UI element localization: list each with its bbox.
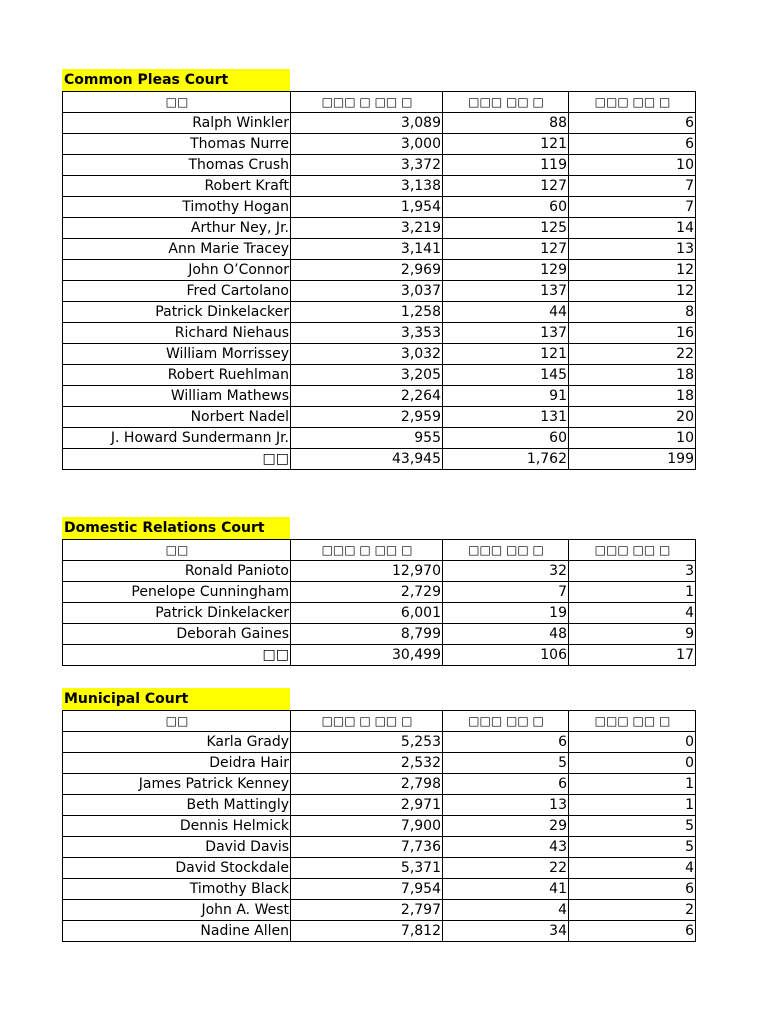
value-cell: 3,138 (291, 176, 443, 197)
value-cell: 2,797 (291, 900, 443, 921)
value-cell: 1 (569, 774, 696, 795)
domestic-relations-court-section (62, 517, 696, 666)
judge-name-cell: Ralph Winkler (63, 113, 291, 134)
court-title: Domestic Relations Court (62, 517, 290, 539)
table-row (63, 239, 696, 260)
judge-name-cell: Patrick Dinkelacker (63, 603, 291, 624)
column-header: □□□ □□ □ (443, 540, 569, 561)
judge-name-cell: Thomas Nurre (63, 134, 291, 155)
value-cell: 6,001 (291, 603, 443, 624)
total-label-cell: □□ (63, 449, 291, 470)
table-row (63, 582, 696, 603)
value-cell: 8,799 (291, 624, 443, 645)
value-cell: 3,353 (291, 323, 443, 344)
value-cell: 6 (443, 774, 569, 795)
value-cell: 121 (443, 344, 569, 365)
judge-name-cell: Robert Kraft (63, 176, 291, 197)
table-row (63, 407, 696, 428)
judge-name-cell: Beth Mattingly (63, 795, 291, 816)
table-row (63, 879, 696, 900)
value-cell: 41 (443, 879, 569, 900)
municipal-court-section (62, 688, 696, 942)
value-cell: 3,219 (291, 218, 443, 239)
value-cell: 127 (443, 239, 569, 260)
table-row (63, 323, 696, 344)
value-cell: 8 (569, 302, 696, 323)
value-cell: 2,971 (291, 795, 443, 816)
value-cell: 125 (443, 218, 569, 239)
total-value-cell: 1,762 (443, 449, 569, 470)
court-table (62, 710, 696, 942)
table-row (63, 344, 696, 365)
value-cell: 60 (443, 197, 569, 218)
judge-name-cell: Timothy Black (63, 879, 291, 900)
court-table (62, 539, 696, 666)
value-cell: 10 (569, 428, 696, 449)
judge-name-cell: David Davis (63, 837, 291, 858)
judge-name-cell: Arthur Ney, Jr. (63, 218, 291, 239)
value-cell: 43 (443, 837, 569, 858)
value-cell: 16 (569, 323, 696, 344)
judge-name-cell: Ronald Panioto (63, 561, 291, 582)
value-cell: 5,371 (291, 858, 443, 879)
total-value-cell: 17 (569, 645, 696, 666)
value-cell: 3,205 (291, 365, 443, 386)
value-cell: 7,900 (291, 816, 443, 837)
column-header: □□□ □□ □ (443, 711, 569, 732)
table-row (63, 603, 696, 624)
table-row (63, 795, 696, 816)
total-row (63, 645, 696, 666)
value-cell: 131 (443, 407, 569, 428)
value-cell: 7 (569, 176, 696, 197)
value-cell: 145 (443, 365, 569, 386)
judge-name-cell: Norbert Nadel (63, 407, 291, 428)
court-title: Municipal Court (62, 688, 290, 710)
judge-name-cell: James Patrick Kenney (63, 774, 291, 795)
judge-name-cell: Richard Niehaus (63, 323, 291, 344)
column-header: □□□ □□ □ (569, 540, 696, 561)
value-cell: 1,258 (291, 302, 443, 323)
judge-name-cell: David Stockdale (63, 858, 291, 879)
value-cell: 9 (569, 624, 696, 645)
value-cell: 3,089 (291, 113, 443, 134)
value-cell: 19 (443, 603, 569, 624)
value-cell: 5 (443, 753, 569, 774)
value-cell: 119 (443, 155, 569, 176)
table-row (63, 428, 696, 449)
judge-name-cell: William Morrissey (63, 344, 291, 365)
value-cell: 12,970 (291, 561, 443, 582)
column-header: □□□ □ □□ □ (291, 540, 443, 561)
judge-name-cell: Timothy Hogan (63, 197, 291, 218)
common-pleas-court-section (62, 69, 696, 470)
column-header: □□□ □□ □ (443, 92, 569, 113)
value-cell: 18 (569, 365, 696, 386)
judge-name-cell: Deidra Hair (63, 753, 291, 774)
value-cell: 18 (569, 386, 696, 407)
table-header-row (63, 92, 696, 113)
value-cell: 60 (443, 428, 569, 449)
value-cell: 13 (443, 795, 569, 816)
value-cell: 7,736 (291, 837, 443, 858)
value-cell: 0 (569, 753, 696, 774)
value-cell: 29 (443, 816, 569, 837)
table-row (63, 816, 696, 837)
value-cell: 2,264 (291, 386, 443, 407)
value-cell: 3 (569, 561, 696, 582)
value-cell: 2,729 (291, 582, 443, 603)
total-row (63, 449, 696, 470)
value-cell: 2,798 (291, 774, 443, 795)
judge-name-cell: Penelope Cunningham (63, 582, 291, 603)
value-cell: 91 (443, 386, 569, 407)
table-row (63, 197, 696, 218)
court-title: Common Pleas Court (62, 69, 290, 91)
judge-name-cell: Robert Ruehlman (63, 365, 291, 386)
column-header: □□□ □□ □ (569, 92, 696, 113)
column-header: □□ (63, 711, 291, 732)
table-row (63, 753, 696, 774)
value-cell: 129 (443, 260, 569, 281)
value-cell: 0 (569, 732, 696, 753)
value-cell: 14 (569, 218, 696, 239)
table-header-row (63, 540, 696, 561)
judge-name-cell: J. Howard Sundermann Jr. (63, 428, 291, 449)
value-cell: 6 (569, 921, 696, 942)
value-cell: 2,969 (291, 260, 443, 281)
value-cell: 1,954 (291, 197, 443, 218)
value-cell: 4 (443, 900, 569, 921)
judge-name-cell: Ann Marie Tracey (63, 239, 291, 260)
judge-name-cell: John A. West (63, 900, 291, 921)
table-row (63, 900, 696, 921)
judge-name-cell: Patrick Dinkelacker (63, 302, 291, 323)
value-cell: 7,954 (291, 879, 443, 900)
value-cell: 12 (569, 260, 696, 281)
column-header: □□ (63, 540, 291, 561)
table-row (63, 561, 696, 582)
column-header: □□□ □ □□ □ (291, 92, 443, 113)
value-cell: 5 (569, 816, 696, 837)
value-cell: 5,253 (291, 732, 443, 753)
total-value-cell: 30,499 (291, 645, 443, 666)
value-cell: 22 (443, 858, 569, 879)
total-label-cell: □□ (63, 645, 291, 666)
value-cell: 32 (443, 561, 569, 582)
value-cell: 10 (569, 155, 696, 176)
table-row (63, 858, 696, 879)
value-cell: 44 (443, 302, 569, 323)
total-value-cell: 199 (569, 449, 696, 470)
table-row (63, 281, 696, 302)
value-cell: 3,037 (291, 281, 443, 302)
value-cell: 7 (443, 582, 569, 603)
table-row (63, 155, 696, 176)
value-cell: 12 (569, 281, 696, 302)
value-cell: 7,812 (291, 921, 443, 942)
value-cell: 6 (569, 879, 696, 900)
value-cell: 34 (443, 921, 569, 942)
value-cell: 88 (443, 113, 569, 134)
value-cell: 22 (569, 344, 696, 365)
value-cell: 121 (443, 134, 569, 155)
table-row (63, 837, 696, 858)
value-cell: 137 (443, 323, 569, 344)
table-row (63, 774, 696, 795)
value-cell: 7 (569, 197, 696, 218)
table-row (63, 302, 696, 323)
value-cell: 20 (569, 407, 696, 428)
value-cell: 5 (569, 837, 696, 858)
value-cell: 127 (443, 176, 569, 197)
table-row (63, 176, 696, 197)
value-cell: 1 (569, 795, 696, 816)
column-header: □□□ □ □□ □ (291, 711, 443, 732)
value-cell: 2,959 (291, 407, 443, 428)
judge-name-cell: Deborah Gaines (63, 624, 291, 645)
table-row (63, 218, 696, 239)
judge-name-cell: Thomas Crush (63, 155, 291, 176)
value-cell: 137 (443, 281, 569, 302)
value-cell: 3,141 (291, 239, 443, 260)
judge-name-cell: Karla Grady (63, 732, 291, 753)
table-row (63, 113, 696, 134)
value-cell: 3,372 (291, 155, 443, 176)
value-cell: 48 (443, 624, 569, 645)
column-header: □□□ □□ □ (569, 711, 696, 732)
value-cell: 1 (569, 582, 696, 603)
value-cell: 2 (569, 900, 696, 921)
judge-name-cell: Dennis Helmick (63, 816, 291, 837)
judge-name-cell: Fred Cartolano (63, 281, 291, 302)
table-row (63, 624, 696, 645)
court-table (62, 91, 696, 470)
value-cell: 13 (569, 239, 696, 260)
table-row (63, 732, 696, 753)
total-value-cell: 43,945 (291, 449, 443, 470)
table-row (63, 365, 696, 386)
value-cell: 6 (569, 134, 696, 155)
judge-name-cell: John O’Connor (63, 260, 291, 281)
value-cell: 6 (569, 113, 696, 134)
table-row (63, 921, 696, 942)
table-row (63, 386, 696, 407)
value-cell: 4 (569, 603, 696, 624)
column-header: □□ (63, 92, 291, 113)
value-cell: 6 (443, 732, 569, 753)
judge-name-cell: William Mathews (63, 386, 291, 407)
table-row (63, 260, 696, 281)
value-cell: 4 (569, 858, 696, 879)
value-cell: 3,000 (291, 134, 443, 155)
table-row (63, 134, 696, 155)
table-header-row (63, 711, 696, 732)
value-cell: 3,032 (291, 344, 443, 365)
value-cell: 2,532 (291, 753, 443, 774)
total-value-cell: 106 (443, 645, 569, 666)
value-cell: 955 (291, 428, 443, 449)
judge-name-cell: Nadine Allen (63, 921, 291, 942)
